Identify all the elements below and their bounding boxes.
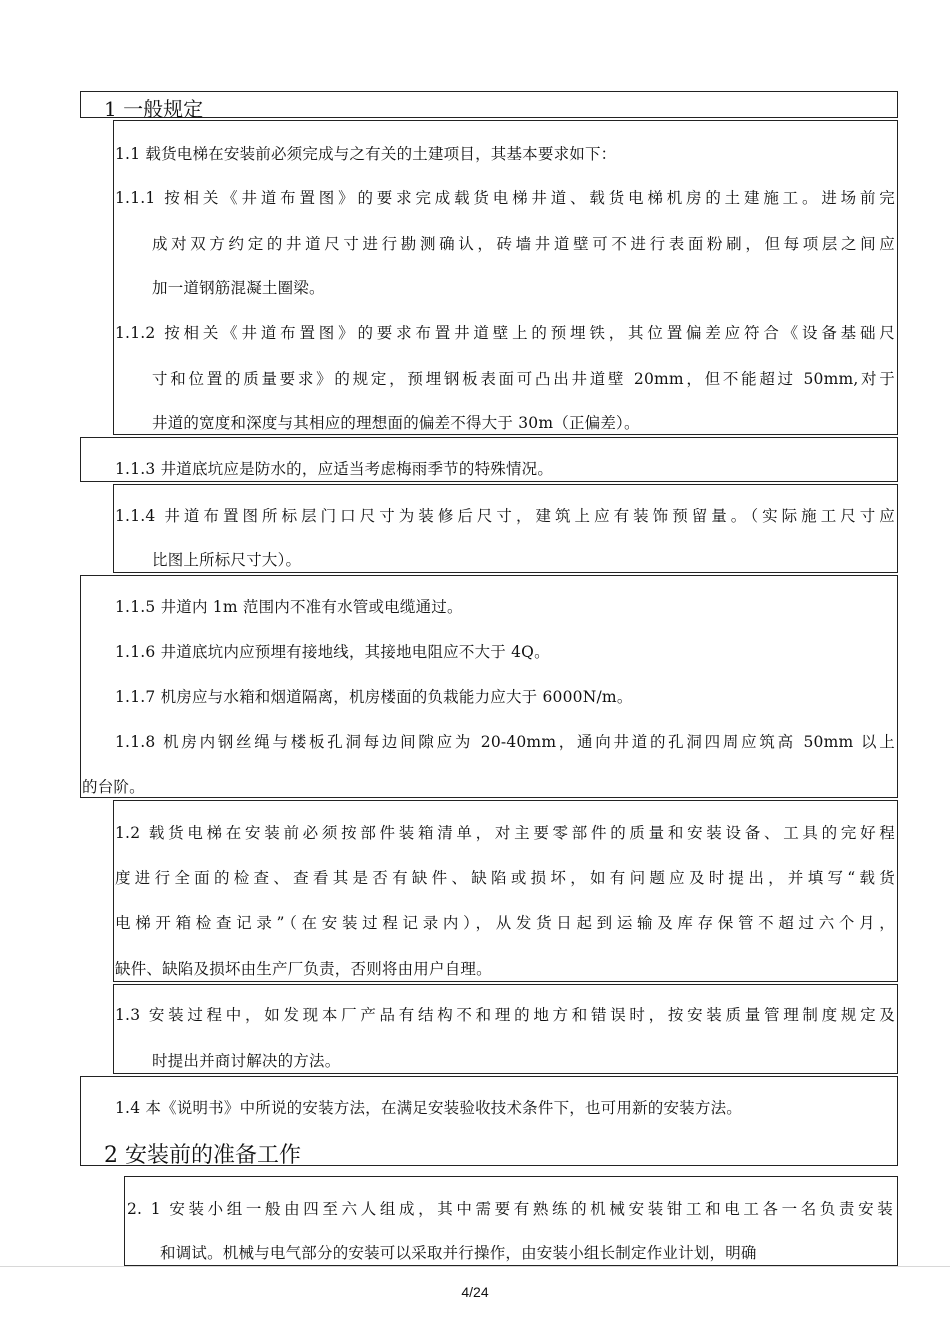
- para-1-1-1-line1: 1.1.1 按相关《井道布置图》的要求完成载货电梯井道、载货电梯机房的土建施工。进场前完: [115, 189, 895, 207]
- para-1-2-line4: 缺件、缺陷及损坏由生产厂负责，否则将由用户自理。: [115, 960, 492, 978]
- para-1-1-5: 1.1.5 井道内 1m 范围内不准有水管或电缆通过。: [115, 598, 463, 616]
- para-1-2-line3: 电梯开箱检查记录”（在安装过程记录内），从发货日起到运输及库存保管不超过六个月，: [115, 914, 895, 932]
- para-1-4: 1.4 本《说明书》中所说的安装方法，在满足安装验收技术条件下，也可用新的安装方法。: [115, 1099, 742, 1117]
- para-1-1-2-line1: 1.1.2 按相关《井道布置图》的要求布置井道壁上的预埋铁，其位置偏差应符合《设备基础尺: [115, 324, 895, 342]
- page-number: 4/24: [461, 1284, 489, 1300]
- section2-heading: 2 安装前的准备工作: [104, 1143, 301, 1168]
- para-1-1-8-line2: 的台阶。: [82, 778, 145, 796]
- para-1-3-line1: 1.3 安装过程中，如发现本厂产品有结构不和理的地方和错误时，按安装质量管理制度规定及: [115, 1006, 895, 1024]
- para-2-1-line1: 2. 1 安装小组一般由四至六人组成，其中需要有熟练的机械安装钳工和电工各一名负责安装: [127, 1200, 893, 1218]
- para-1-1-2-line3: 井道的宽度和深度与其相应的理想面的偏差不得大于 30m（正偏差）。: [152, 414, 640, 432]
- footer-divider: [0, 1266, 950, 1267]
- para-1-3-line2: 时提出并商讨解决的方法。: [152, 1052, 341, 1070]
- para-1-1-6: 1.1.6 井道底坑内应预埋有接地线，其接地电阻应不大于 4Q。: [115, 643, 550, 661]
- para-1-1-3: 1.1.3 井道底坑应是防水的，应适当考虑梅雨季节的特殊情况。: [115, 460, 554, 478]
- para-1-1-1-line3: 加一道钢筋混凝土圈梁。: [152, 279, 325, 297]
- para-1-1-7: 1.1.7 机房应与水箱和烟道隔离，机房楼面的负栽能力应大于 6000N/m。: [115, 688, 633, 706]
- para-1-1-4-line2: 比图上所标尺寸大）。: [152, 551, 302, 569]
- para-1-1-4-line1: 1.1.4 井道布置图所标层门口尺寸为装修后尺寸，建筑上应有装饰预留量。（实际施工尺寸应: [115, 507, 895, 525]
- section1-heading: 1 一般规定: [104, 97, 204, 121]
- para-1-1-8-line1: 1.1.8 机房内钢丝绳与楼板孔洞每边间隙应为 20-40mm，通向井道的孔洞四周应筑高 50mm 以上: [115, 733, 895, 751]
- para-1-1-1-line2: 成对双方约定的井道尺寸进行勘测确认，砖墙井道壁可不进行表面粉刷，但每项层之间应: [152, 235, 895, 253]
- para-1-2-line1: 1.2 载货电梯在安装前必须按部件装箱清单，对主要零部件的质量和安装设备、工具的完好程: [115, 824, 895, 842]
- para-2-1-line2: 和调试。机械与电气部分的安装可以采取并行操作，由安装小组长制定作业计划，明确: [160, 1244, 757, 1262]
- para-1-1-2-line2: 寸和位置的质量要求》的规定，预埋钢板表面可凸出井道壁 20mm，但不能超过 50mm,对于: [152, 370, 895, 388]
- para-1-1: 1.1 载货电梯在安装前必须完成与之有关的土建项目，其基本要求如下：: [115, 145, 617, 163]
- para-1-2-line2: 度进行全面的检查、查看其是否有缺件、缺陷或损坏，如有问题应及时提出，并填写“载货: [115, 869, 895, 887]
